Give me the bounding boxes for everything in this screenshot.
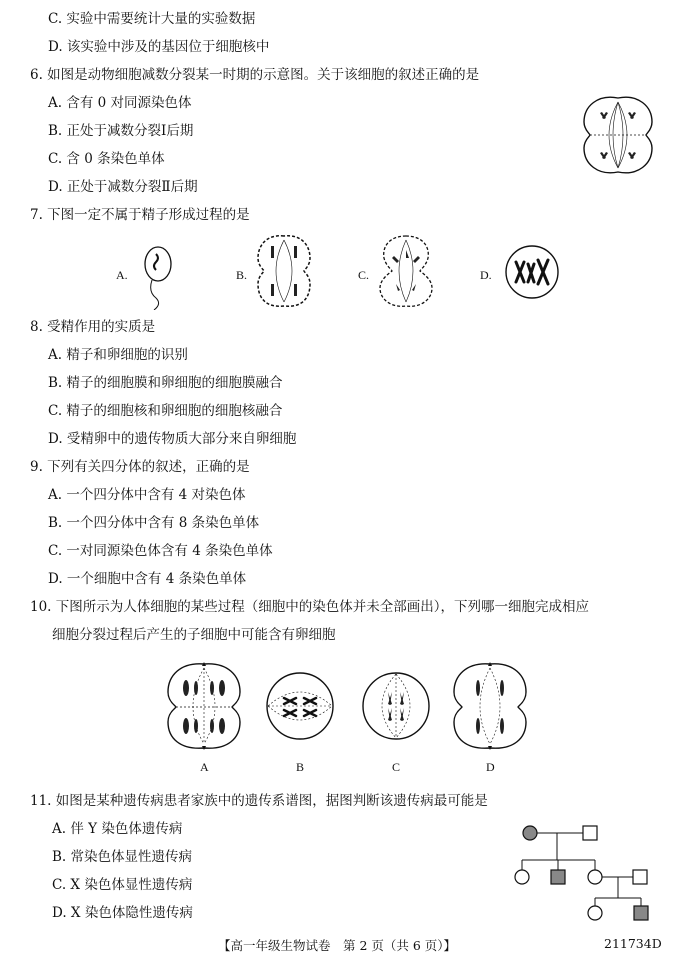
q7-cell-d bbox=[502, 242, 562, 302]
q10-label-a: A bbox=[200, 760, 209, 774]
pedigree-normal-male-i2 bbox=[583, 826, 597, 840]
q9-option-c: C. 一对同源染色体含有 4 条染色单体 bbox=[48, 543, 273, 559]
pedigree-normal-female-iii1 bbox=[588, 906, 602, 920]
q9-option-a: A. 一个四分体中含有 4 对染色体 bbox=[48, 487, 246, 503]
q7-figure-row bbox=[110, 232, 570, 310]
q8-stem: 8. 受精作用的实质是 bbox=[30, 319, 156, 335]
q6-option-b: B. 正处于减数分裂Ⅰ后期 bbox=[48, 123, 194, 139]
q7-stem: 7. 下图一定不属于精子形成过程的是 bbox=[30, 207, 250, 223]
q11-option-c: C. X 染色体显性遗传病 bbox=[52, 877, 193, 893]
q6-option-c: C. 含 0 条染色单体 bbox=[48, 151, 165, 167]
pedigree-affected-male-ii2 bbox=[551, 870, 565, 884]
q9-option-b: B. 一个四分体中含有 8 条染色单体 bbox=[48, 515, 260, 531]
q6-option-d: D. 正处于减数分裂Ⅱ后期 bbox=[48, 179, 198, 195]
q11-option-b: B. 常染色体显性遗传病 bbox=[52, 849, 193, 865]
q8-option-c: C. 精子的细胞核和卵细胞的细胞核融合 bbox=[48, 403, 283, 419]
q10-label-d: D bbox=[486, 760, 495, 774]
pedigree-affected-female-i1 bbox=[523, 826, 537, 840]
q7-label-c: C. bbox=[358, 268, 370, 282]
q11-pedigree bbox=[505, 820, 655, 924]
pedigree-normal-female-ii1 bbox=[515, 870, 529, 884]
q10-cell-d bbox=[448, 658, 532, 754]
q10-stem-cont: 细胞分裂过程后产生的子细胞中可能含有卵细胞 bbox=[52, 627, 336, 643]
q7-sperm-cell bbox=[138, 240, 178, 310]
q11-option-d: D. X 染色体隐性遗传病 bbox=[52, 905, 193, 921]
q10-figure-row bbox=[162, 658, 532, 776]
q7-cell-c bbox=[376, 232, 436, 310]
q10-label-b: B bbox=[296, 760, 305, 774]
q7-cell-b bbox=[254, 232, 314, 310]
q8-option-b: B. 精子的细胞膜和卵细胞的细胞膜融合 bbox=[48, 375, 283, 391]
q7-label-a: A. bbox=[116, 268, 128, 282]
paper-code: 211734D bbox=[604, 936, 662, 951]
q6-option-a: A. 含有 0 对同源染色体 bbox=[48, 95, 192, 111]
pedigree-normal-male-ii4 bbox=[633, 870, 647, 884]
q10-label-c: C bbox=[392, 760, 401, 774]
q11-option-a: A. 伴 Y 染色体遗传病 bbox=[52, 821, 183, 837]
q9-stem: 9. 下列有关四分体的叙述，正确的是 bbox=[30, 459, 250, 475]
q10-cell-b bbox=[262, 668, 338, 744]
page-footer: 【高一年级生物试卷 第 2 页（共 6 页）】 bbox=[218, 938, 457, 953]
pedigree-normal-female-ii3 bbox=[588, 870, 602, 884]
q8-option-d: D. 受精卵中的遗传物质大部分来自卵细胞 bbox=[48, 431, 297, 447]
q10-cell-a bbox=[162, 658, 246, 754]
q10-stem: 10. 下图所示为人体细胞的某些过程（细胞中的染色体并未全部画出），下列哪一细胞完成相应 bbox=[30, 599, 590, 615]
q6-stem: 6. 如图是动物细胞减数分裂某一时期的示意图。关于该细胞的叙述正确的是 bbox=[30, 67, 480, 83]
q11-stem: 11. 如图是某种遗传病患者家族中的遗传系谱图，据图判断该遗传病最可能是 bbox=[30, 793, 488, 809]
q10-cell-c bbox=[358, 668, 434, 744]
q7-label-b: B. bbox=[236, 268, 248, 282]
q7-label-d: D. bbox=[480, 268, 492, 282]
q9-option-d: D. 一个细胞中含有 4 条染色单体 bbox=[48, 571, 247, 587]
q6-cell-figure bbox=[578, 92, 658, 178]
q8-option-a: A. 精子和卵细胞的识别 bbox=[48, 347, 188, 363]
q5-option-c: C. 实验中需要统计大量的实验数据 bbox=[48, 11, 256, 27]
pedigree-affected-male-iii2 bbox=[634, 906, 648, 920]
q5-option-d: D. 该实验中涉及的基因位于细胞核中 bbox=[48, 39, 270, 55]
